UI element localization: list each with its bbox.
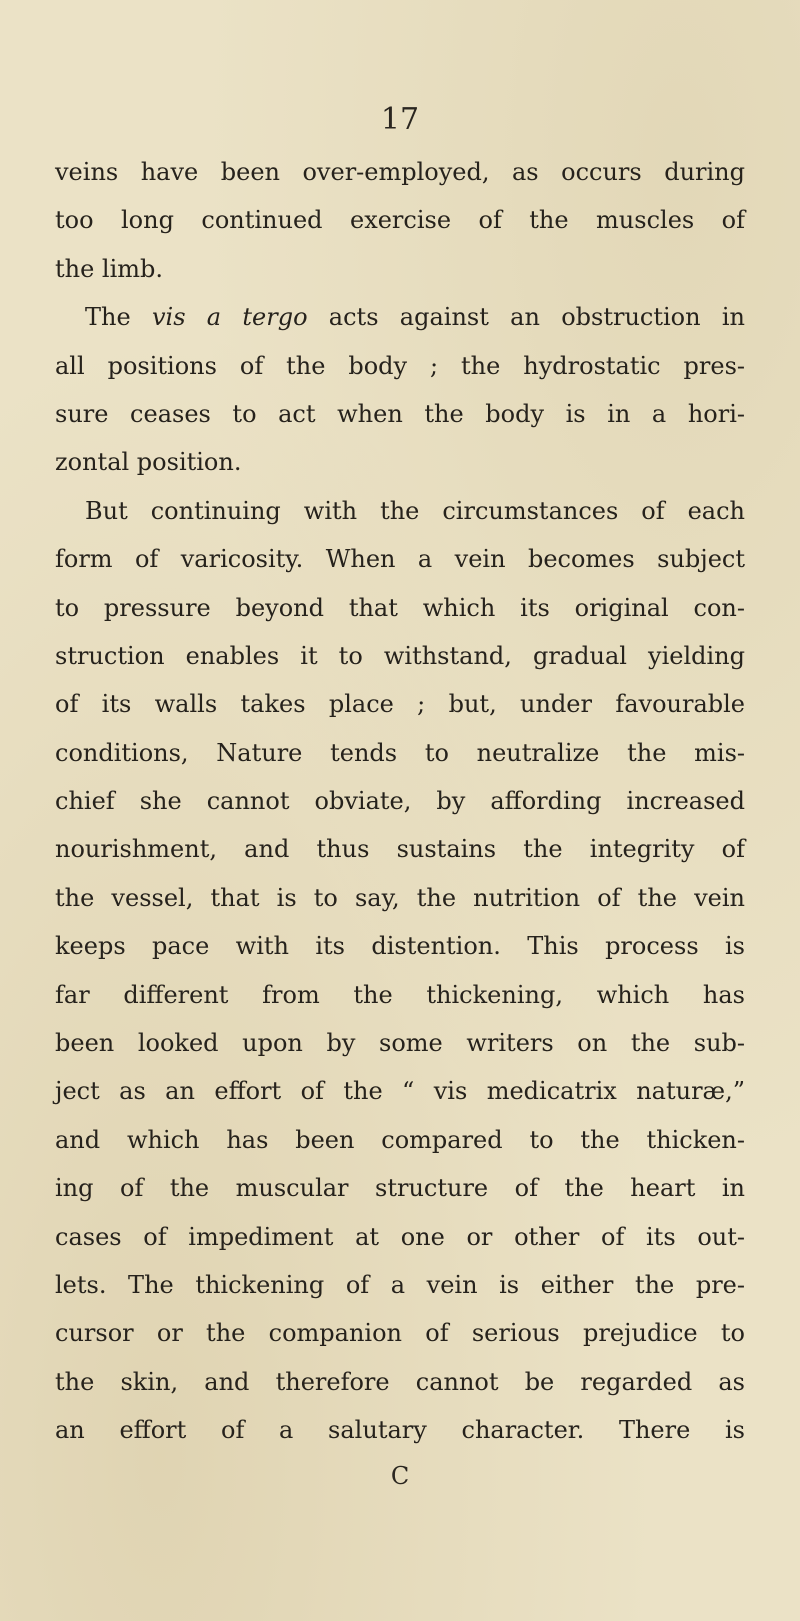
latin-phrase: vis a tergo bbox=[151, 303, 308, 332]
text-fragment: acts against an obstruction in bbox=[307, 303, 745, 332]
text-line: But continuing with the circumstances of each bbox=[85, 496, 745, 525]
text-line: too long continued exercise of the muscles of bbox=[55, 206, 745, 235]
text-line: of its walls takes place ; but, under favourable bbox=[55, 690, 745, 719]
text-line: far different from the thickening, which has bbox=[55, 980, 745, 1009]
text-line: cursor or the companion of serious prejudice to bbox=[55, 1319, 745, 1348]
text-line: lets. The thickening of a vein is either the pre- bbox=[55, 1270, 745, 1299]
text-line: veins have been over-employed, as occurs during bbox=[55, 158, 745, 186]
text-line: to pressure beyond that which its original con- bbox=[55, 593, 745, 622]
text-line: the skin, and therefore cannot be regarded as bbox=[55, 1367, 745, 1396]
text-line: struction enables it to withstand, gradual yielding bbox=[55, 641, 745, 670]
text-line: the vessel, that is to say, the nutrition of the vein bbox=[55, 883, 745, 912]
text-line-italic-phrase bbox=[55, 293, 745, 341]
text-line: all positions of the body ; the hydrostatic pres- bbox=[55, 351, 745, 380]
text-line: form of varicosity. When a vein becomes subject bbox=[55, 545, 745, 574]
page-number: 17 bbox=[380, 102, 420, 137]
text-fragment: The bbox=[85, 303, 152, 332]
text-line: nourishment, and thus sustains the integrity of bbox=[55, 835, 745, 864]
text-line: cases of impediment at one or other of its out- bbox=[55, 1222, 745, 1251]
text-line: and which has been compared to the thicken- bbox=[55, 1125, 745, 1154]
text-line: been looked upon by some writers on the sub- bbox=[55, 1029, 745, 1058]
text-line: keeps pace with its distention. This process is bbox=[55, 932, 745, 961]
text-line: the limb. bbox=[55, 254, 164, 283]
text-line: conditions, Nature tends to neutralize the mis- bbox=[55, 738, 745, 767]
text-line: chief she cannot obviate, by affording increased bbox=[55, 787, 745, 816]
signature-mark: C bbox=[390, 1462, 410, 1490]
text-line: an effort of a salutary character. There is bbox=[55, 1416, 745, 1445]
body-text bbox=[55, 148, 745, 1455]
text-line: zontal position. bbox=[55, 448, 242, 477]
text-line: sure ceases to act when the body is in a hori- bbox=[55, 399, 745, 428]
text-line: ing of the muscular structure of the heart in bbox=[55, 1174, 745, 1203]
text-line: ject as an effort of the “ vis medicatrix naturæ,” bbox=[55, 1077, 745, 1106]
